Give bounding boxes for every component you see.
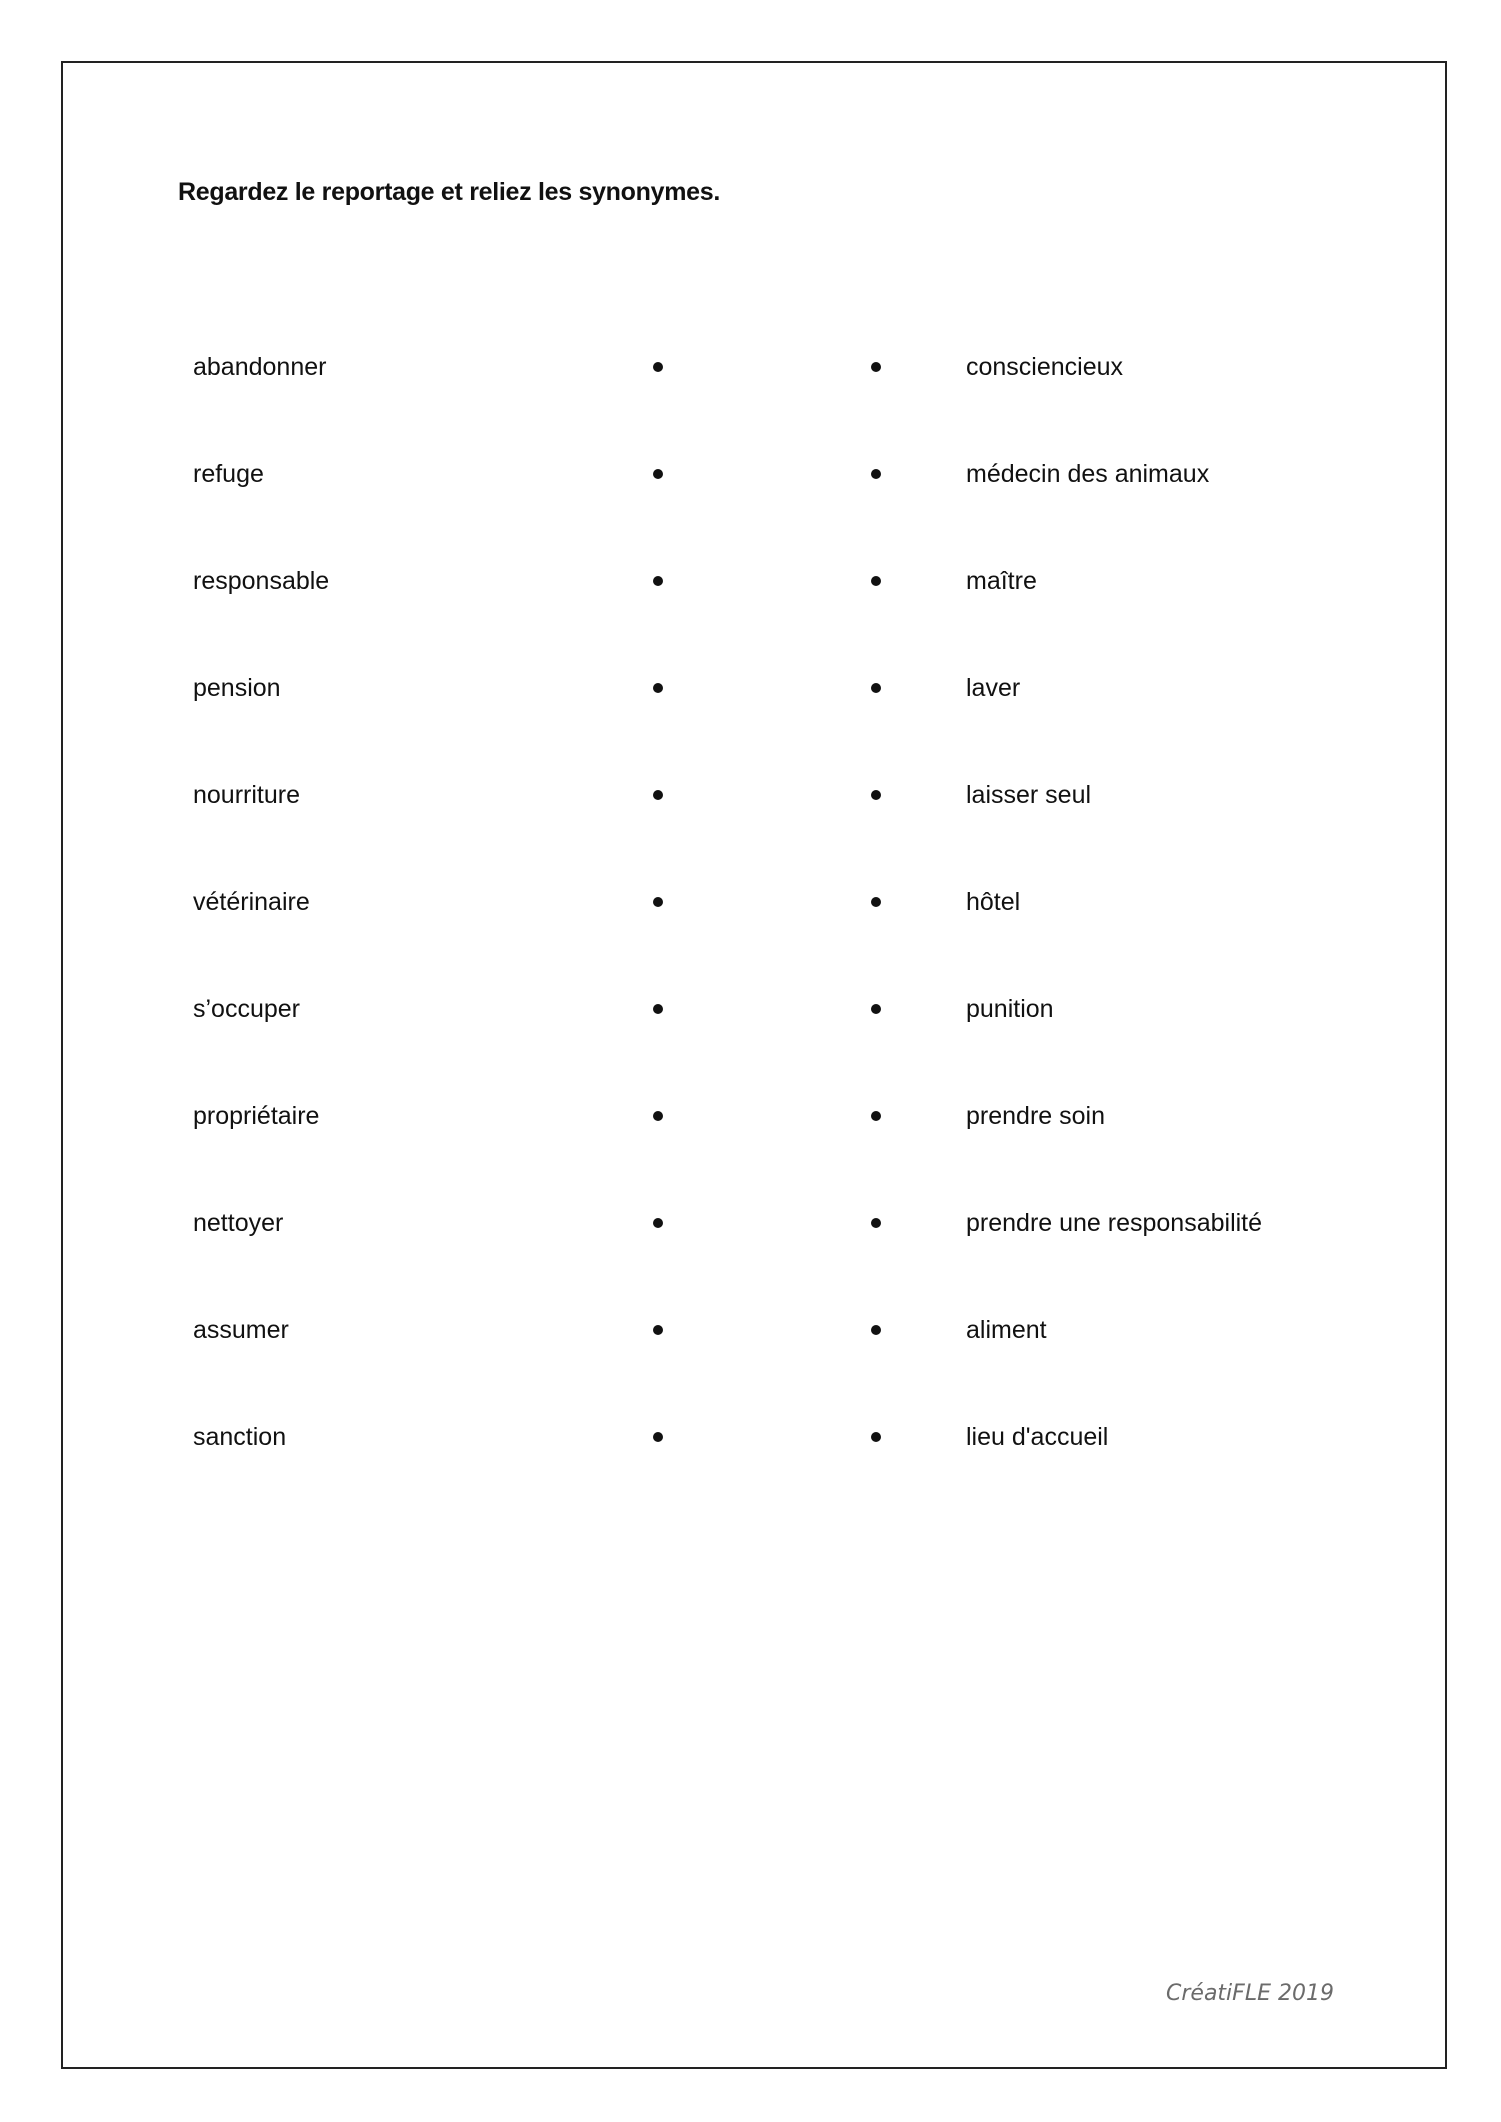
footer-credit: CréatiFLE 2019 xyxy=(1166,1981,1334,2006)
right-connector-dot[interactable] xyxy=(871,1218,881,1228)
right-word: punition xyxy=(966,995,1054,1023)
match-row xyxy=(0,1417,1501,1457)
right-connector-dot[interactable] xyxy=(871,1325,881,1335)
match-row xyxy=(0,1310,1501,1350)
right-word: hôtel xyxy=(966,888,1021,916)
right-word: médecin des animaux xyxy=(966,460,1210,488)
right-word: maître xyxy=(966,567,1037,595)
left-connector-dot[interactable] xyxy=(653,1004,663,1014)
left-word: propriétaire xyxy=(193,1102,320,1130)
left-connector-dot[interactable] xyxy=(653,790,663,800)
left-connector-dot[interactable] xyxy=(653,1111,663,1121)
left-word: responsable xyxy=(193,567,330,595)
match-row xyxy=(0,989,1501,1029)
right-connector-dot[interactable] xyxy=(871,469,881,479)
left-word: s’occuper xyxy=(193,995,300,1023)
left-word: pension xyxy=(193,674,281,702)
right-word: prendre une responsabilité xyxy=(966,1209,1263,1237)
right-connector-dot[interactable] xyxy=(871,1111,881,1121)
left-word: abandonner xyxy=(193,353,327,381)
match-row xyxy=(0,1096,1501,1136)
left-connector-dot[interactable] xyxy=(653,1218,663,1228)
match-row xyxy=(0,561,1501,601)
right-connector-dot[interactable] xyxy=(871,576,881,586)
right-word: laver xyxy=(966,674,1021,702)
right-word: lieu d'accueil xyxy=(966,1423,1109,1451)
left-word: vétérinaire xyxy=(193,888,310,916)
right-word: aliment xyxy=(966,1316,1047,1344)
right-connector-dot[interactable] xyxy=(871,1004,881,1014)
left-connector-dot[interactable] xyxy=(653,683,663,693)
left-word: sanction xyxy=(193,1423,287,1451)
right-connector-dot[interactable] xyxy=(871,362,881,372)
match-row xyxy=(0,668,1501,708)
left-connector-dot[interactable] xyxy=(653,362,663,372)
right-connector-dot[interactable] xyxy=(871,897,881,907)
right-word: prendre soin xyxy=(966,1102,1105,1130)
left-word: nourriture xyxy=(193,781,300,809)
left-word: assumer xyxy=(193,1316,289,1344)
match-row xyxy=(0,882,1501,922)
left-connector-dot[interactable] xyxy=(653,469,663,479)
match-row xyxy=(0,454,1501,494)
right-connector-dot[interactable] xyxy=(871,683,881,693)
instruction-heading: Regardez le reportage et reliez les synonymes. xyxy=(178,178,720,206)
right-connector-dot[interactable] xyxy=(871,1432,881,1442)
right-connector-dot[interactable] xyxy=(871,790,881,800)
left-connector-dot[interactable] xyxy=(653,576,663,586)
left-connector-dot[interactable] xyxy=(653,1325,663,1335)
left-connector-dot[interactable] xyxy=(653,897,663,907)
left-word: refuge xyxy=(193,460,264,488)
match-row xyxy=(0,775,1501,815)
match-row xyxy=(0,347,1501,387)
match-row xyxy=(0,1203,1501,1243)
left-word: nettoyer xyxy=(193,1209,284,1237)
right-word: consciencieux xyxy=(966,353,1124,381)
left-connector-dot[interactable] xyxy=(653,1432,663,1442)
right-word: laisser seul xyxy=(966,781,1092,809)
